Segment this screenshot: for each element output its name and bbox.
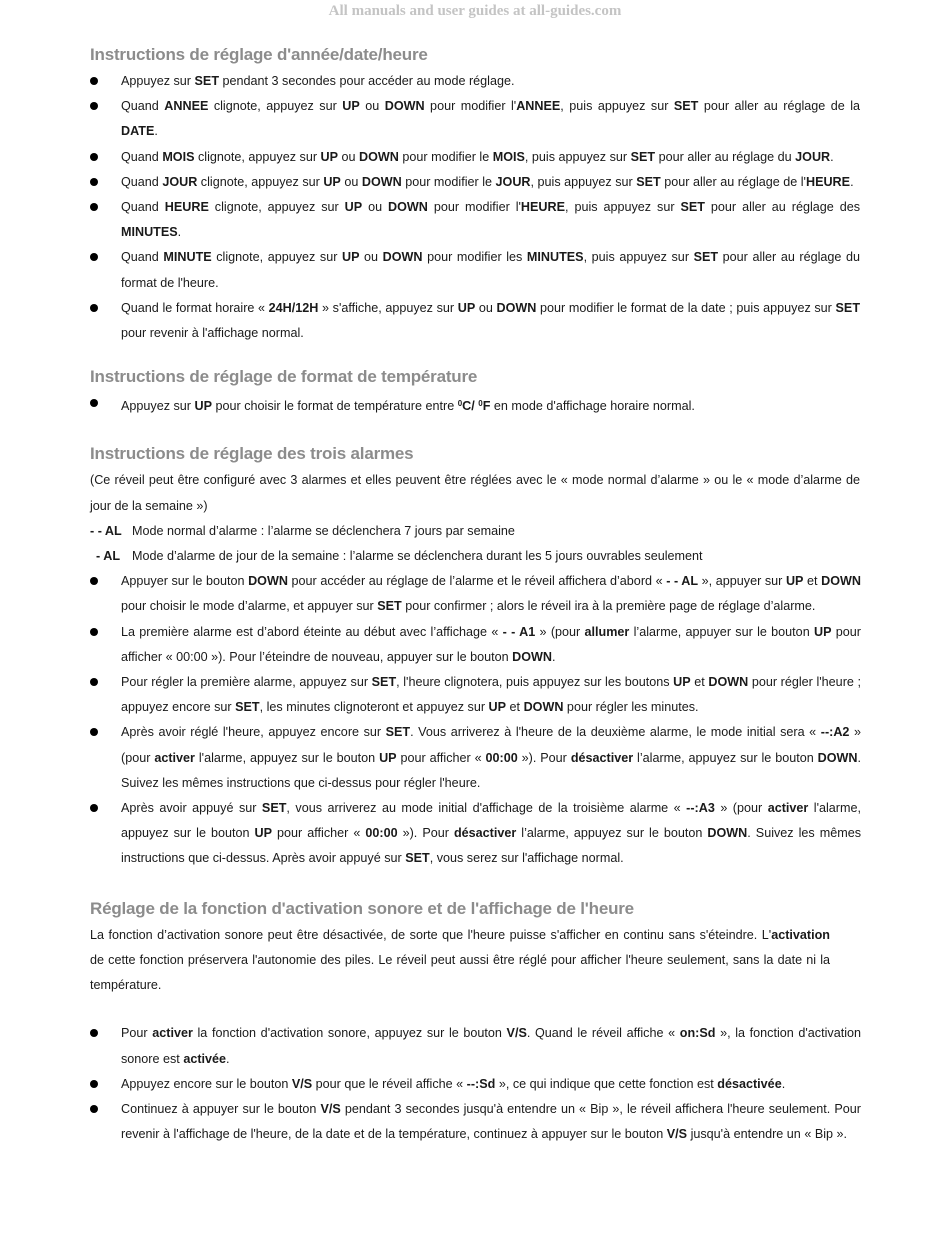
text-run: en mode d'affichage horaire normal. — [490, 399, 695, 414]
text-run: pour modifier les — [422, 250, 527, 265]
list-item — [90, 195, 860, 245]
list-item — [90, 94, 860, 144]
bold-term: UP — [254, 826, 273, 841]
section-intro: (Ce réveil peut être configuré avec 3 alarmes et elles peuvent être réglées avec le « mode normal d’alarme » ou le « mode d’alarme de jour de la semaine ») — [90, 473, 860, 513]
bold-term: C/ — [462, 399, 479, 414]
text-run: et — [803, 574, 822, 589]
bold-term: activée — [183, 1051, 227, 1066]
bold-term: SET — [385, 725, 411, 740]
bold-term: SET — [377, 599, 402, 614]
text-run: l’alarme, appuyez sur le bouton — [633, 750, 818, 765]
bold-term: DOWN — [388, 200, 428, 215]
bullet-icon — [90, 628, 98, 636]
text-run: Continuez à appuyer sur le bouton — [121, 1101, 321, 1116]
text-run: pour modifier le — [401, 174, 496, 189]
list-item — [90, 1072, 861, 1097]
bold-term: SET — [261, 801, 287, 816]
site-banner: All manuals and user guides at all-guides.com — [328, 3, 622, 19]
bullet-icon — [90, 1105, 98, 1113]
section-sound-activation — [90, 895, 860, 1148]
text-run: pour aller au réglage du — [655, 149, 796, 164]
alarm-mode-normal — [90, 519, 860, 544]
bold-term: DOWN — [248, 574, 288, 589]
bold-term: SET — [194, 74, 220, 88]
bullet-icon — [90, 804, 98, 812]
bold-term: SET — [636, 174, 661, 189]
text-run: l’alarme, appuyez sur le bouton — [516, 826, 708, 841]
bullet-icon — [90, 178, 98, 186]
text-run: la fonction d'activation sonore, appuyez sur le bouton — [192, 1026, 507, 1041]
text-run: pour régler l'heure ; appuyez encore sur — [121, 675, 861, 715]
text-run: Quand — [121, 174, 163, 189]
text-run: pour aller au réglage du format de l'heure. — [121, 250, 860, 290]
text-run: , puis appuyez sur — [565, 200, 681, 215]
list-item — [90, 1097, 861, 1147]
bullet-icon — [90, 399, 98, 407]
text-run: »). Pour — [397, 826, 454, 841]
bold-term: SET — [693, 250, 719, 265]
bullet-icon — [90, 728, 98, 736]
text-run: , puis appuyez sur — [560, 99, 674, 114]
text-run: pour modifier le format de la date ; puis appuyez sur — [536, 300, 836, 315]
text-run: ou — [338, 149, 360, 164]
bold-term: UP — [457, 300, 476, 315]
bold-term: DOWN — [523, 700, 564, 715]
text-run: clignote, appuyez sur — [194, 149, 321, 164]
alarm-mode-code: - - AL — [90, 523, 122, 538]
bold-term: HEURE — [805, 174, 851, 189]
text-run: Quand — [121, 149, 163, 164]
bold-term: HEURE — [520, 200, 566, 215]
bold-term: DOWN — [512, 649, 553, 664]
section-title: Instructions de réglage de format de température — [90, 367, 478, 387]
bold-term: SET — [371, 675, 397, 690]
text-run: » (pour — [121, 725, 861, 765]
text-run: Appuyez sur — [121, 399, 195, 414]
section-alarms — [90, 440, 860, 871]
bold-term: --:A2 — [820, 725, 850, 740]
bold-term: MOIS — [492, 149, 525, 164]
list-item — [90, 796, 861, 872]
text-run: l'alarme, appuyez sur le bouton — [194, 750, 380, 765]
bullet-icon — [90, 253, 98, 261]
bold-term: on:Sd — [679, 1026, 716, 1041]
text-run: pour aller au réglage de la — [698, 99, 861, 114]
text-run: . Suivez les mêmes instructions que ci-dessus. Après avoir appuyé sur — [121, 826, 862, 866]
text-run: Quand — [121, 200, 165, 215]
bold-term: 00:00 — [365, 826, 398, 841]
instruction-list — [90, 391, 860, 419]
text-run: pour confirmer ; alors le réveil ira à la première page de réglage d’alarme. — [401, 599, 816, 614]
text-run: » s'affiche, appuyez sur — [318, 300, 458, 315]
bullet-icon — [90, 153, 98, 161]
text-run: , l'heure clignotera, puis appuyez sur les boutons — [396, 675, 674, 690]
bold-term: UP — [673, 675, 691, 690]
text-run: ou — [362, 200, 389, 215]
list-item — [90, 670, 861, 720]
bold-term: SET — [405, 851, 430, 866]
bold-term: - - AL — [666, 574, 699, 589]
bullet-icon — [90, 77, 98, 85]
instruction-list — [90, 1021, 860, 1147]
spacer — [90, 998, 860, 1021]
bold-term: UP — [379, 750, 397, 765]
text-run: », ce qui indique que cette fonction est — [495, 1076, 718, 1091]
bold-term: UP — [342, 99, 360, 114]
alarm-mode-description: Mode d’alarme de jour de la semaine : l’alarme se déclenchera durant les 5 jours ouvrables seulement — [132, 549, 703, 564]
list-item — [90, 1021, 861, 1071]
text-run: pour modifier l' — [424, 99, 517, 114]
text-run: pour revenir à l'affichage normal. — [121, 326, 304, 341]
text-run: pour que le réveil affiche « — [312, 1076, 467, 1091]
bold-term: JOUR — [495, 174, 531, 189]
text-run: . — [226, 1051, 230, 1066]
text-run: Appuyez encore sur le bouton — [121, 1076, 292, 1091]
bullet-icon — [90, 102, 98, 110]
list-item — [90, 296, 860, 346]
bold-term: DOWN — [382, 250, 423, 265]
bold-term: V/S — [506, 1026, 527, 1041]
bold-term: F — [482, 399, 491, 414]
bold-term: --:A3 — [686, 801, 715, 816]
text-run: pour afficher « — [396, 750, 486, 765]
bold-term: UP — [813, 624, 832, 639]
bold-term: V/S — [320, 1101, 341, 1116]
text-run: et — [506, 700, 524, 715]
bold-term: MINUTES — [526, 250, 584, 265]
text-run: pour choisir le format de température entre — [212, 399, 458, 414]
bold-term: ANNEE — [164, 99, 209, 114]
text-run: pendant 3 secondes pour accéder au mode réglage. — [219, 74, 515, 88]
text-run: pour accéder au réglage de l’alarme et le réveil affichera d’abord « — [287, 574, 667, 589]
bold-term: JOUR — [162, 174, 198, 189]
bold-term: activation — [771, 927, 830, 942]
alarm-mode-description: Mode normal d’alarme : l’alarme se déclenchera 7 jours par semaine — [132, 523, 515, 538]
text-run: de cette fonction préservera l'autonomie des piles. Le réveil peut aussi être réglé pour afficher l'heure seulement, sans la date ni la température. — [90, 952, 830, 993]
text-run: . Vous arriverez à l'heure de la deuxième alarme, le mode initial sera « — [410, 725, 821, 740]
text-run: ou — [340, 174, 362, 189]
bold-term: - - A1 — [502, 624, 536, 639]
text-run: clignote, appuyez sur — [208, 200, 345, 215]
section-date-time — [90, 41, 860, 346]
text-run: Quand le format horaire « — [121, 300, 269, 315]
text-run: pour aller au réglage des — [704, 200, 861, 215]
bold-term: activer — [152, 1026, 193, 1041]
text-run: pendant 3 secondes jusqu'à entendre un « Bip », le réveil affichera l'heure seulement. Pour revenir à l'affichage de l'heure, de la date et de la température, continuez à appuyer sur le bouton — [121, 1101, 861, 1142]
bold-term: UP — [323, 174, 341, 189]
text-run: ou — [475, 300, 497, 315]
bold-term: 24H/12H — [268, 300, 319, 315]
bold-term: UP — [785, 574, 804, 589]
bullet-icon — [90, 577, 98, 585]
bold-term: DOWN — [707, 826, 748, 841]
bold-term: DOWN — [821, 574, 862, 589]
bold-term: DOWN — [708, 675, 749, 690]
bold-term: activer — [767, 801, 809, 816]
bold-term: DOWN — [496, 300, 537, 315]
list-item — [90, 391, 860, 419]
text-run: Quand — [121, 250, 164, 265]
text-run: , puis appuyez sur — [530, 174, 637, 189]
text-run: pour afficher « — [272, 826, 366, 841]
text-run: , puis appuyez sur — [524, 149, 631, 164]
text-run: » (pour — [714, 801, 768, 816]
bullet-icon — [90, 304, 98, 312]
text-run: Après avoir réglé l'heure, appuyez encore sur — [121, 725, 386, 740]
list-item — [90, 620, 861, 670]
text-run: » (pour — [535, 624, 585, 639]
text-run: pour modifier le — [398, 149, 493, 164]
text-run: . — [850, 174, 854, 189]
text-run: . — [781, 1076, 786, 1091]
bold-term: --:Sd — [466, 1076, 496, 1091]
text-run: , vous serez sur l'affichage normal. — [429, 851, 624, 866]
bold-term: UP — [194, 399, 213, 414]
text-run: l'alarme, appuyez sur le bouton — [121, 801, 861, 841]
bold-term: SET — [673, 99, 699, 114]
bold-term: SET — [235, 700, 260, 715]
bullet-icon — [90, 1029, 98, 1037]
bold-term: MINUTES — [121, 225, 178, 240]
text-run: , vous arriverez au mode initial d'affichage de la troisième alarme « — [286, 801, 687, 816]
text-run: . — [830, 149, 834, 164]
text-run: pour aller au réglage de l' — [660, 174, 806, 189]
bold-term: SET — [630, 149, 656, 164]
text-run: La fonction d’activation sonore peut être désactivée, de sorte que l'heure puisse s'afficher en continu sans s'éteindre. L' — [90, 927, 772, 942]
text-run: clignote, appuyez sur — [208, 99, 343, 114]
text-run: Appuyez sur — [121, 74, 195, 88]
bold-term: DOWN — [384, 99, 425, 114]
list-item — [90, 145, 860, 170]
bullet-icon — [90, 1080, 98, 1088]
document-content — [90, 40, 860, 1147]
instruction-list — [90, 69, 860, 346]
degree-superscript: 0 — [457, 399, 463, 409]
list-item — [90, 69, 860, 94]
text-run: jusqu'à entendre un « Bip ». — [687, 1127, 848, 1142]
text-run: Pour régler la première alarme, appuyez sur — [121, 675, 372, 690]
text-run: . Quand le réveil affiche « — [526, 1026, 680, 1041]
section-title: Instructions de réglage des trois alarmes — [90, 444, 414, 464]
bold-term: allumer — [584, 624, 630, 639]
bold-term: UP — [488, 700, 507, 715]
list-item — [90, 245, 860, 295]
text-run: et — [690, 675, 709, 690]
bold-term: 00:00 — [485, 750, 518, 765]
text-run: , puis appuyez sur — [583, 250, 694, 265]
bold-term: V/S — [291, 1076, 313, 1091]
text-run: », la fonction d'activation sonore est — [121, 1026, 861, 1066]
instruction-list — [90, 569, 860, 871]
text-run: »). Pour — [517, 750, 571, 765]
list-item — [90, 569, 861, 619]
section-intro — [90, 923, 830, 999]
bold-term: UP — [344, 200, 363, 215]
bullet-icon — [90, 678, 98, 686]
text-run: pour afficher « 00:00 »). Pour l’éteindre de nouveau, appuyer sur le bouton — [121, 624, 861, 664]
bold-term: DATE — [121, 124, 155, 139]
alarm-mode-code: - AL — [96, 549, 121, 564]
text-run: ou — [359, 250, 383, 265]
bold-term: désactiver — [570, 750, 634, 765]
list-item — [90, 720, 861, 796]
text-run: Pour — [121, 1026, 153, 1041]
section-title: Réglage de la fonction d'activation sonore et de l'affichage de l'heure — [90, 898, 634, 918]
text-run: . — [177, 225, 182, 240]
alarm-mode-weekday — [90, 544, 860, 569]
bold-term: UP — [320, 149, 339, 164]
bold-term: désactiver — [453, 826, 517, 841]
text-run: pour modifier l' — [427, 200, 521, 215]
text-run: , les minutes clignoteront et appuyez sur — [259, 700, 489, 715]
bullet-icon — [90, 203, 98, 211]
bold-term: UP — [341, 250, 360, 265]
text-run: . — [154, 124, 158, 139]
bold-term: JOUR — [795, 149, 831, 164]
text-run: La première alarme est d’abord éteinte au début avec l’affichage « — [121, 624, 503, 639]
text-run: l’alarme, appuyer sur le bouton — [629, 624, 814, 639]
bold-term: V/S — [666, 1127, 688, 1142]
bold-term: MINUTE — [163, 250, 212, 265]
text-run: . Suivez les mêmes instructions que ci-dessus pour régler l'heure. — [121, 750, 862, 790]
bold-term: DOWN — [359, 149, 399, 164]
section-temperature-format — [90, 363, 860, 419]
text-run: clignote, appuyez sur — [197, 174, 324, 189]
bold-term: désactivée — [717, 1076, 782, 1091]
text-run: . — [552, 649, 556, 664]
list-item — [90, 170, 860, 195]
text-run: Après avoir appuyé sur — [121, 801, 262, 816]
text-run: clignote, appuyez sur — [211, 250, 342, 265]
text-run: », appuyer sur — [698, 574, 786, 589]
text-run: ou — [359, 99, 385, 114]
bold-term: DOWN — [817, 750, 858, 765]
bold-term: activer — [154, 750, 195, 765]
text-run: pour choisir le mode d’alarme, et appuyer sur — [121, 599, 378, 614]
bold-term: SET — [680, 200, 705, 215]
section-title: Instructions de réglage d'année/date/heure — [90, 45, 428, 64]
bold-term: SET — [835, 300, 861, 315]
degree-superscript: 0 — [478, 399, 483, 409]
bold-term: ANNEE — [516, 99, 561, 114]
bold-term: DOWN — [361, 174, 402, 189]
bold-term: HEURE — [164, 200, 209, 215]
bold-term: MOIS — [162, 149, 195, 164]
text-run: Quand — [121, 99, 165, 114]
text-run: pour régler les minutes. — [563, 700, 699, 715]
text-run: Appuyer sur le bouton — [121, 574, 249, 589]
